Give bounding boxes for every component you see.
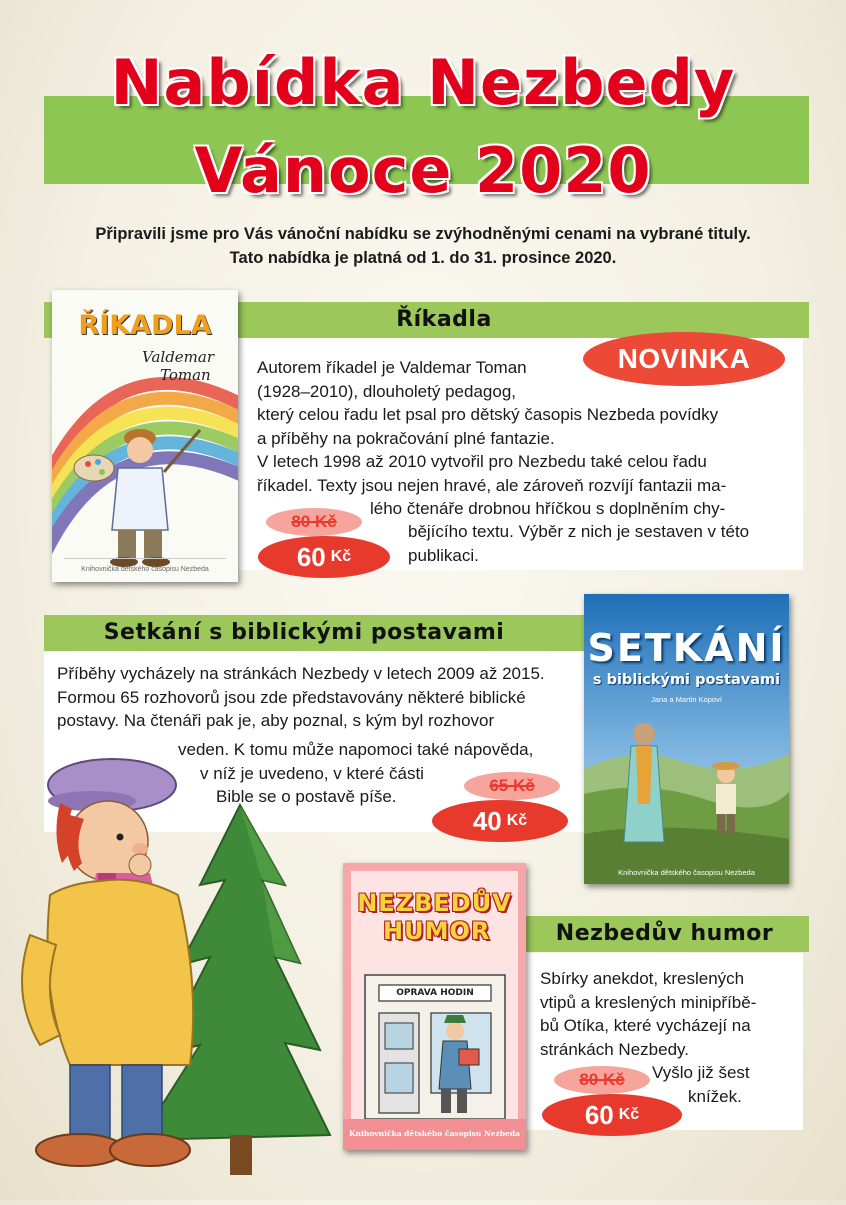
humor-line-4: stránkách Nezbedy. (540, 1039, 689, 1059)
rikadla-cover-author-line1: Valdemar (142, 348, 215, 366)
humor-book-cover[interactable] (343, 863, 526, 1150)
rikadla-desc-a (257, 356, 587, 403)
rikadla-desc-c (370, 497, 800, 521)
setkani-line-6: Bible se o postavě píše. (216, 787, 397, 806)
humor-old-price-value: 80 Kč (579, 1070, 625, 1089)
setkani-cover-title: SETKÁNÍ (587, 626, 786, 670)
humor-currency: Kč (618, 1106, 640, 1123)
novinka-badge: NOVINKA (583, 332, 785, 386)
rikadla-line-4: a příběhy na pokračování plné fantazie. (257, 428, 555, 448)
humor-line-1: Sbírky anekdot, kreslených (540, 969, 745, 988)
rikadla-cover-author-line2: Toman (160, 366, 211, 384)
boy-tree-art (0, 745, 340, 1200)
rikadla-line-9: publikaci. (408, 545, 479, 565)
intro-line-2: Tato nabídka je platná od 1. do 31. prosince 2020. (229, 249, 617, 267)
rikadla-line-1: Autorem říkadel je Valdemar Toman (257, 358, 527, 377)
humor-desc-b (652, 1061, 792, 1085)
rikadla-desc-d (408, 520, 798, 567)
humor-band (520, 916, 809, 952)
page-title-line2: Vánoce 2020 (194, 134, 652, 207)
humor-cover-title (343, 889, 526, 945)
rikadla-new-price-value: 60 (296, 541, 326, 572)
page-title-line1: Nabídka Nezbedy (110, 46, 736, 119)
rikadla-new-price (258, 536, 390, 578)
rikadla-line-2: (1928–2010), dlouholetý pedagog, (257, 381, 516, 401)
rikadla-line-8: bějícího textu. Výběr z nich je sestaven v této (408, 522, 750, 541)
setkani-old-price (464, 772, 560, 800)
humor-desc-c (688, 1085, 788, 1109)
rikadla-line-5: V letech 1998 až 2010 vytvořil pro Nezbedu také celou řadu (257, 452, 707, 471)
humor-title: Nezbedův humor (555, 921, 774, 946)
setkani-desc-a (57, 662, 567, 733)
setkani-new-price-value: 40 (472, 805, 502, 836)
setkani-cover-subtitle: s biblickými postavami (592, 672, 781, 688)
humor-cover-title-line2: HUMOR (383, 917, 491, 945)
humor-line-6: knížek. (688, 1087, 742, 1106)
humor-new-price-value: 60 (584, 1099, 614, 1130)
rikadla-line-6: říkadel. Texty jsou nejen hravé, ale zároveň rozvíjí fantazii ma- (257, 475, 727, 495)
setkani-new-price (432, 800, 568, 842)
humor-cover-sign: OPRAVA HODIN (396, 988, 474, 998)
intro-line-1: Připravili jsme pro Vás vánoční nabídku se zvýhodněnými cenami na vybrané tituly. (95, 225, 751, 243)
rikadla-book-cover[interactable] (52, 290, 238, 582)
setkani-line-1: Příběhy vycházely na stránkách Nezbedy v letech 2009 až 2015. (57, 664, 545, 683)
humor-cover-title-line1: NEZBEDŮV (357, 889, 512, 917)
rikadla-old-price (266, 508, 362, 536)
rikadla-title: Říkadla (396, 307, 492, 332)
setkani-currency: Kč (506, 812, 528, 829)
humor-old-price (554, 1066, 650, 1094)
setkani-title: Setkání s biblickými postavami (103, 620, 505, 645)
rikadla-line-7: lého čtenáře drobnou hříčkou s doplněním chy- (370, 499, 726, 518)
humor-line-3: bů Otíka, které vycházejí na (540, 1016, 751, 1035)
setkani-line-2: Formou 65 rozhovorů jsou zde představovány některé biblické (57, 687, 526, 707)
rikadla-cover-title: ŘÍKADLA (78, 310, 212, 341)
rikadla-desc-b (257, 403, 792, 497)
setkani-line-5: v níž je uvedeno, v které části (200, 764, 424, 783)
humor-new-price (542, 1094, 682, 1136)
intro-text (0, 222, 846, 270)
rikadla-cover-author (142, 348, 214, 384)
rikadla-currency: Kč (330, 548, 352, 565)
humor-line-5: Vyšlo již šest (652, 1063, 750, 1082)
setkani-line-3: postavy. Na čtenáři pak je, aby poznal, s kým byl rozhovor (57, 711, 495, 730)
humor-desc-a (540, 967, 790, 1061)
setkani-line-4: veden. K tomu může napomoci také nápověda, (178, 740, 534, 759)
humor-cover-footer: Knihovnička dětského časopisu Nezbeda (349, 1129, 520, 1138)
boy-with-tree-illustration (0, 745, 340, 1200)
setkani-cover-authors: Jana a Martin Kopoví (651, 695, 722, 704)
setkani-old-price-value: 65 Kč (489, 776, 535, 795)
rikadla-line-3: který celou řadu let psal pro dětský časopis Nezbeda povídky (257, 405, 719, 424)
setkani-band (44, 615, 594, 651)
rikadla-old-price-value: 80 Kč (291, 512, 337, 531)
rikadla-cover-footer: Knihovnička dětského časopisu Nezbeda (81, 566, 209, 573)
setkani-cover-footer: Knihovnička dětského časopisu Nezbeda (618, 868, 755, 877)
humor-line-2: vtipů a kreslených minipříbě- (540, 992, 757, 1012)
setkani-book-cover[interactable] (584, 594, 789, 884)
